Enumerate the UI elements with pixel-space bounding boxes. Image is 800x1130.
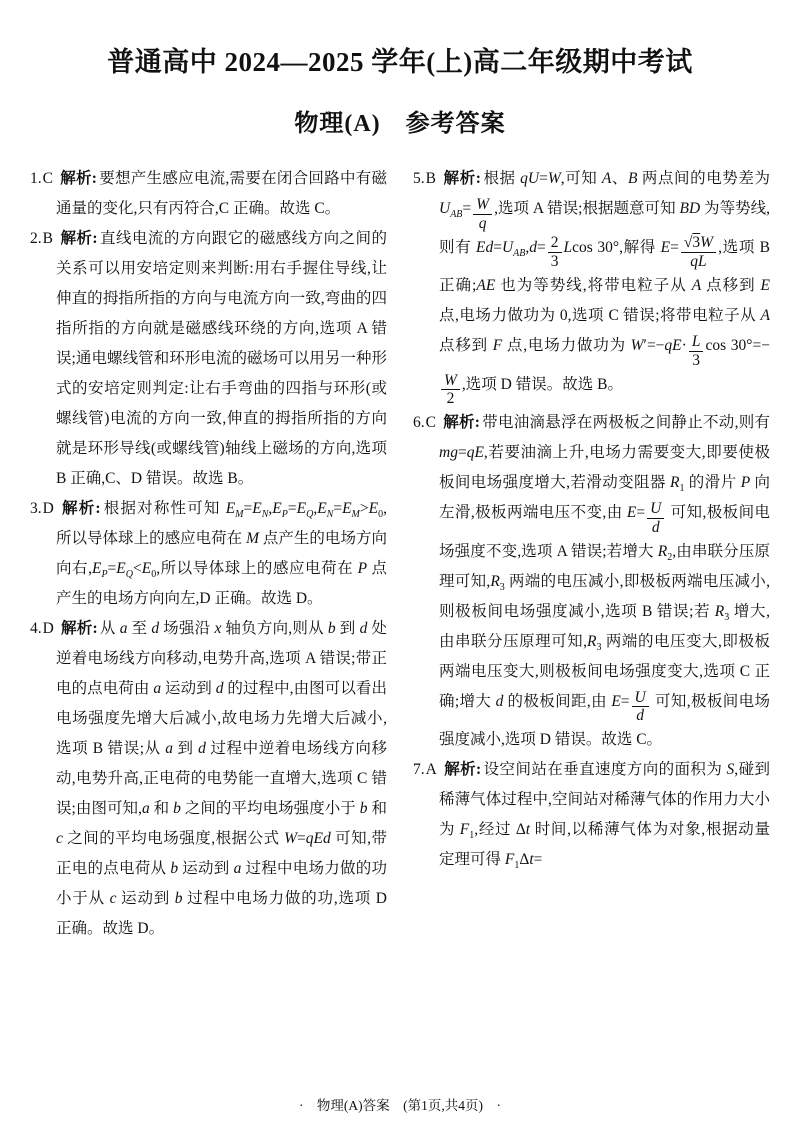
fraction-denominator: 3: [692, 351, 700, 369]
question-number: 3.: [30, 500, 42, 517]
answer-letter: C: [42, 170, 53, 187]
analysis-label: 解析:: [59, 230, 98, 247]
analysis-label: 解析:: [443, 761, 482, 779]
fraction: [681, 234, 716, 271]
fraction-denominator: d: [651, 518, 660, 536]
answer-letter: C: [425, 414, 436, 432]
fraction-numerator: √3W: [681, 234, 716, 253]
fraction-numerator: W: [441, 372, 460, 391]
answer-letter: D: [42, 500, 54, 517]
answer-item: 2.B 解析: 直线电流的方向跟它的磁感线方向之间的关系可以用安培定则来判断:用右手握住导线,让伸直的拇指所指的方向与电流方向一致,弯曲的四指所指的方向就是磁感线环绕的方向,选项 A 错误;通电螺线管和环形电流的磁场可以用另一种形式的安培定则判定:让右手弯曲的四指与环形(或螺线管)电流的方向一致,伸直的拇指所指的方向就是环形导线(或螺线管)轴线上磁场的方向,选项 B 正确,C、D 错误。故选 B。: [30, 230, 387, 487]
radicand: 3: [692, 234, 701, 252]
analysis-label: 解析:: [60, 500, 101, 517]
analysis-label: 解析:: [59, 170, 97, 187]
answer-item: 7.A 解析: 设空间站在垂直速度方向的面积为 S,碰到稀薄气体过程中,空间站对稀薄气体的作用力大小为 $F_1$,经过 Δt 时间,以稀薄气体为对象,根据动量定理可得 $F_1\Delta t=$: [413, 761, 770, 872]
fraction: [548, 234, 562, 271]
fraction: [632, 689, 649, 726]
page-footer: · 物理(A)答案 (第1页,共4页) ·: [298, 1098, 502, 1113]
fraction-numerator: U: [647, 500, 664, 519]
answer-letter: D: [42, 620, 54, 637]
answer-columns: [30, 164, 770, 944]
fraction: [647, 500, 664, 537]
right-column: [413, 164, 770, 944]
answer-letter: B: [425, 170, 436, 187]
answer-letter: A: [425, 761, 437, 779]
question-number: 7.: [413, 761, 425, 779]
fraction-numerator: 2: [548, 234, 562, 253]
answer-item: 1.C 解析: 要想产生感应电流,需要在闭合回路中有磁通量的变化,只有丙符合,C 正确。故选 C。: [30, 170, 387, 217]
left-column: [30, 164, 387, 944]
answer-item: 5.B 解析: 根据 qU=W,可知 A、B 两点间的电势差为 $U_{AB}=$ $\frac{W}{q}$ ,选项 A 错误;根据题意可知 BD 为等势线,则有 $Ed=U_{AB},d=$ $\frac{2}{3}$ Lcos 30°,解得 E= $\frac{√3W}{qL}$ ,选项 B 正确;AE 也为等势线,将带电粒子从 A 点移到 E 点,电场力做功为 0,选项 C 错误;将带电粒子从 A 点移到 F 点,电场力做功为 W′=−qE· $\frac{L}{3}$ cos 30°=− $\frac{W}{2}$ ,选项 D 错误。故选 B。: [413, 170, 770, 408]
answer-item: 4.D 解析: 从 a 至 d 场强沿 x 轴负方向,则从 b 到 d 处逆着电场线方向移动,电势升高,选项 A 错误;带正电的点电荷由 a 运动到 d 的过程中,由图可以看出电场强度先增大后减小,故电场力先增大后减小,选项 B 错误;从 a 到 d 过程中逆着电场线方向移动,电势升高,正电荷的电势能一直增大,选项 C 错误;由图可知,a 和 b 之间的平均电场强度小于 b 和 c 之间的平均电场强度,根据公式 W=qEd 可知,带正电的点电荷从 b 运动到 a 过程中电场力做的功小于从 c 运动到 b 过程中电场力做的功,选项 D 正确。故选 D。: [30, 620, 387, 937]
square-root: √3: [683, 234, 701, 252]
question-number: 4.: [30, 620, 42, 637]
answer-item: 6.C 解析: 带电油滴悬浮在两极板之间静止不动,则有 mg=qE,若要油滴上升,电场力需要变大,即要使极板间电场强度增大,若滑动变阻器 $R_1$ 的滑片 P 向左滑,极板两端电压不变,由 E= $\frac{U}{d}$ 可知,极板间电场强度不变,选项 A 错误;若增大 $R_2$,由串联分压原理可知$,R_3$ 两端的电压减小,即极板两端电压减小,则极板间电场强度减小,选项 B 错误;若 $R_3$ 增大,由串联分压原理可知$,R_3$ 两端的电压变大,即极板两端电压变大,则极板间电场强度变大,选项 C 正确;增大 d 的极板间距,由 E= $\frac{U}{d}$ 可知,极板间电场强度减小,选项 D 错误。故选 C。: [413, 414, 770, 749]
fraction-denominator: 2: [446, 390, 455, 408]
page-subtitle: 物理(A) 参考答案: [294, 111, 506, 137]
fraction-denominator: d: [636, 707, 644, 725]
fraction-denominator: qL: [690, 253, 707, 271]
fraction-numerator: W: [473, 196, 492, 215]
fraction: [689, 333, 704, 370]
fraction-numerator: U: [632, 689, 649, 708]
fraction-denominator: q: [478, 214, 487, 232]
analysis-label: 解析:: [442, 414, 480, 432]
fraction: [441, 372, 460, 409]
fraction-denominator: 3: [550, 253, 559, 271]
analysis-label: 解析:: [60, 620, 98, 637]
answer-item: 3.D 解析: 根据对称性可知 $E_M=E_N,E_P=E_Q,E_N=E_M>E_0$,所以导体球上的感应电荷在 M 点产生的电场方向向右$,E_P=E_Q<E_0$,所以导体球上的感应电荷在 P 点产生的电场方向向左,D 正确。故选 D。: [30, 500, 387, 607]
fraction-numerator: L: [689, 333, 704, 352]
analysis-label: 解析:: [442, 170, 481, 187]
question-number: 5.: [413, 170, 425, 187]
question-number: 2.: [30, 230, 42, 247]
question-number: 6.: [413, 414, 425, 432]
question-number: 1.: [30, 170, 42, 187]
answer-letter: B: [42, 230, 53, 247]
page-title: 普通高中 2024—2025 学年(上)高二年级期中考试: [107, 47, 693, 77]
fraction: [473, 196, 492, 233]
